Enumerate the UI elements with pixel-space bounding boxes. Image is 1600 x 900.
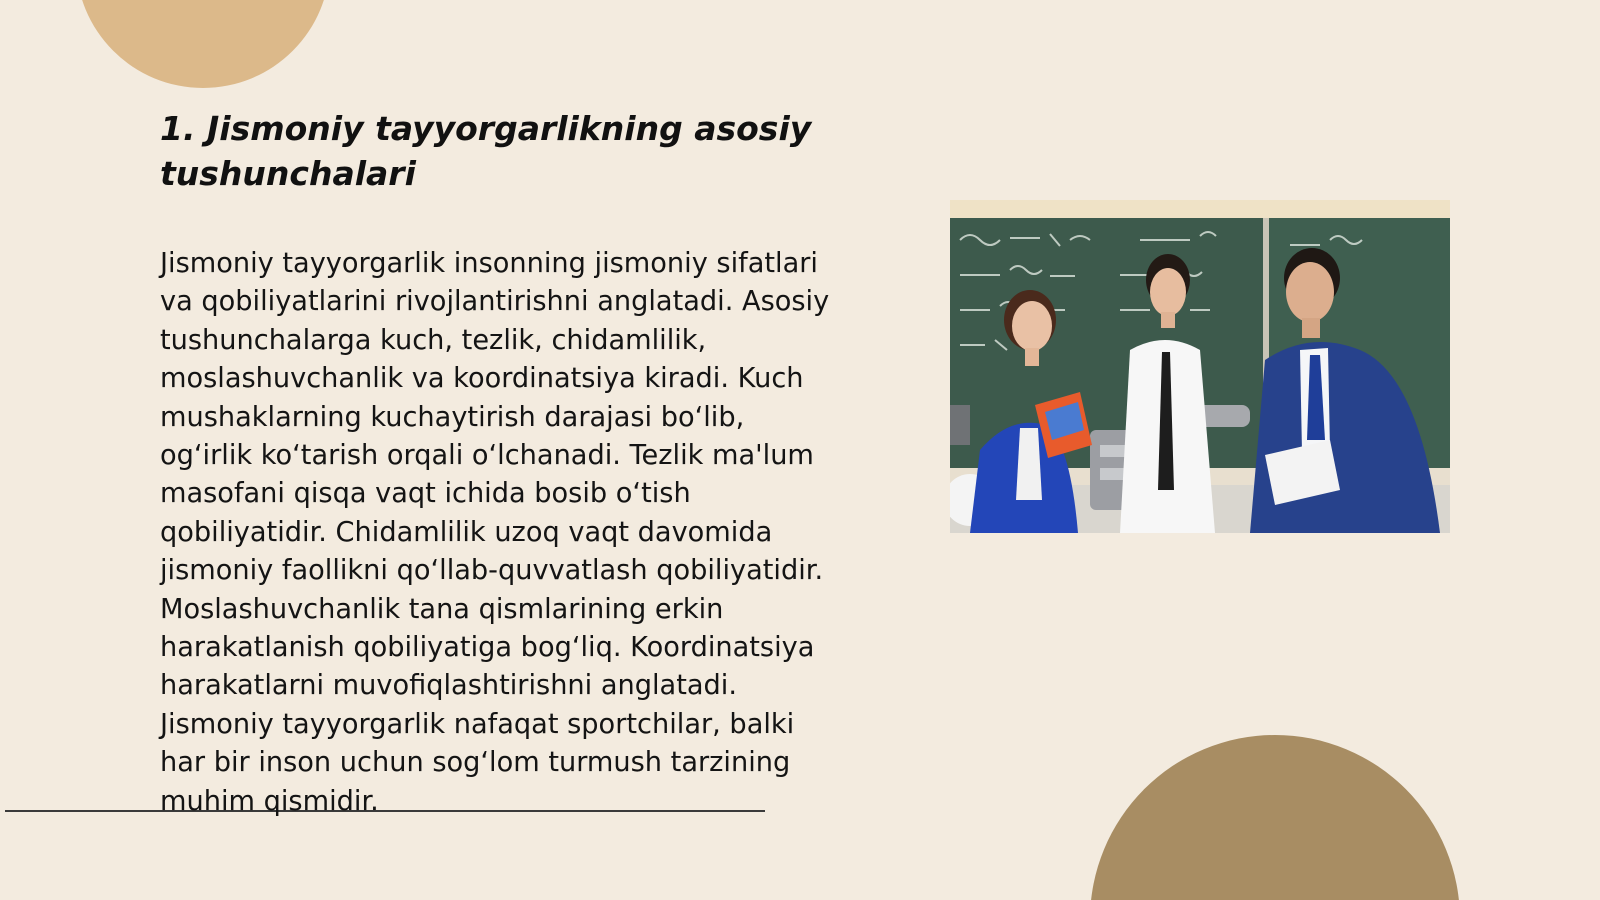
classroom-photo: [950, 200, 1450, 533]
decorative-circle-bottom: [1090, 735, 1460, 900]
slide-title: 1. Jismoniy tayyorgarlikning asosiy tushunchalari: [160, 109, 812, 193]
classroom-photo-icon: [950, 200, 1450, 533]
slide-body-text: Jismoniy tayyorgarlik insonning jismoniy sifatlari va qobiliyatlarini rivojlantirishni anglatadi. Asosiy tushunchalarga kuch, tezlik, chidamlilik, moslashuvchanlik va koordinatsiya kiradi. Kuch mushaklarning kuchaytirish darajasi bo‘lib, og‘irlik ko‘tarish orqali o‘lchanadi. Tezlik ma'lum masofani qisqa vaqt ichida bosib o‘tish qobiliyatidir. Chidamlilik uzoq vaqt davomida jismoniy faollikni qo‘llab-quvvatlash qobiliyatidir. Moslashuvchanlik tana qismlarining erkin harakatlanish qobiliyatiga bog‘liq. Koordinatsiya harakatlarni muvofiqlashtirishni anglatadi. Jismoniy tayyorgarlik nafaqat sportchilar, balki har bir inson uchun sog‘lom turmush tarzining muhim qismidir.: [160, 248, 830, 817]
decorative-circle-top: [76, 0, 330, 88]
